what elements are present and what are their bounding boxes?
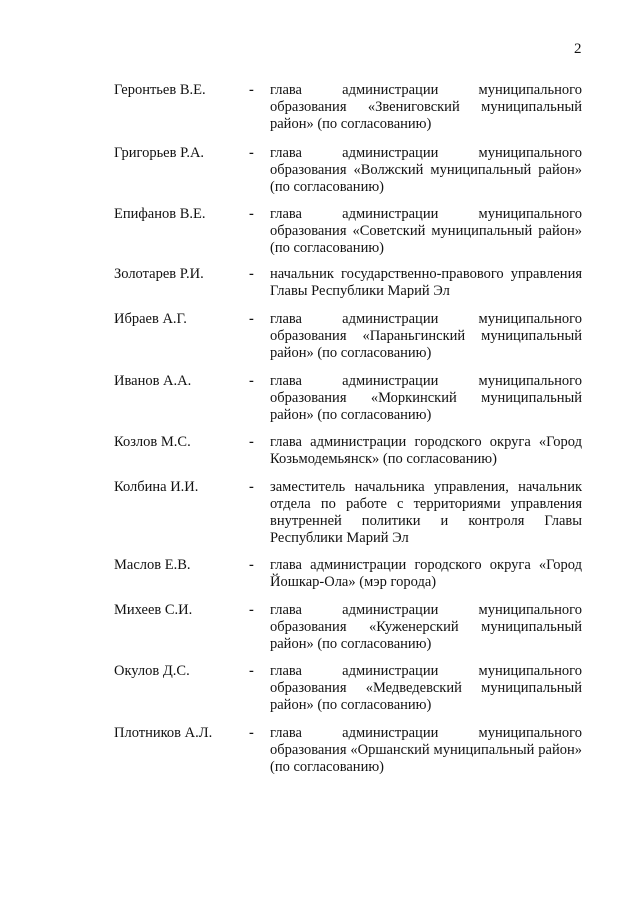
- position-description: глава администрации муниципального образования «Моркинский муниципальный район» (по согласованию): [270, 373, 582, 423]
- position-description: глава администрации муниципального образования «Советский муниципальный район» (по согласованию): [270, 206, 582, 256]
- position-description: начальник государственно-правового управления Главы Республики Марий Эл: [270, 266, 582, 299]
- dash-separator: -: [249, 479, 254, 495]
- person-name: Окулов Д.С.: [114, 663, 190, 679]
- dash-separator: -: [249, 434, 254, 450]
- dash-separator: -: [249, 145, 254, 161]
- person-name: Ибраев А.Г.: [114, 311, 187, 327]
- dash-separator: -: [249, 557, 254, 573]
- person-name: Плотников А.Л.: [114, 725, 213, 741]
- dash-separator: -: [249, 206, 254, 222]
- dash-separator: -: [249, 602, 254, 618]
- position-description: заместитель начальника управления, начальник отдела по работе с территориями управления внутренней политики и контроля Главы Республики Марий Эл: [270, 479, 582, 546]
- person-name: Маслов Е.В.: [114, 557, 191, 573]
- dash-separator: -: [249, 82, 254, 98]
- position-description: глава администрации муниципального образования «Куженерский муниципальный район» (по согласованию): [270, 602, 582, 652]
- dash-separator: -: [249, 311, 254, 327]
- position-description: глава администрации муниципального образования «Оршанский муниципальный район» (по согласованию): [270, 725, 582, 775]
- position-description: глава администрации муниципального образования «Волжский муниципальный район» (по согласованию): [270, 145, 582, 195]
- dash-separator: -: [249, 266, 254, 282]
- person-name: Григорьев Р.А.: [114, 145, 205, 161]
- person-name: Козлов М.С.: [114, 434, 191, 450]
- person-name: Колбина И.И.: [114, 479, 199, 495]
- position-description: глава администрации муниципального образования «Звениговский муниципальный район» (по согласованию): [270, 82, 582, 132]
- page-number: 2: [574, 41, 582, 57]
- dash-separator: -: [249, 663, 254, 679]
- person-name: Золотарев Р.И.: [114, 266, 204, 282]
- position-description: глава администрации муниципального образования «Параньгинский муниципальный район» (по согласованию): [270, 311, 582, 361]
- person-name: Геронтьев В.Е.: [114, 82, 206, 98]
- person-name: Михеев С.И.: [114, 602, 193, 618]
- position-description: глава администрации муниципального образования «Медведевский муниципальный район» (по согласованию): [270, 663, 582, 713]
- position-description: глава администрации городского округа «Город Йошкар-Ола» (мэр города): [270, 557, 582, 590]
- position-description: глава администрации городского округа «Город Козьмодемьянск» (по согласованию): [270, 434, 582, 467]
- dash-separator: -: [249, 725, 254, 741]
- person-name: Епифанов В.Е.: [114, 206, 206, 222]
- dash-separator: -: [249, 373, 254, 389]
- person-name: Иванов А.А.: [114, 373, 192, 389]
